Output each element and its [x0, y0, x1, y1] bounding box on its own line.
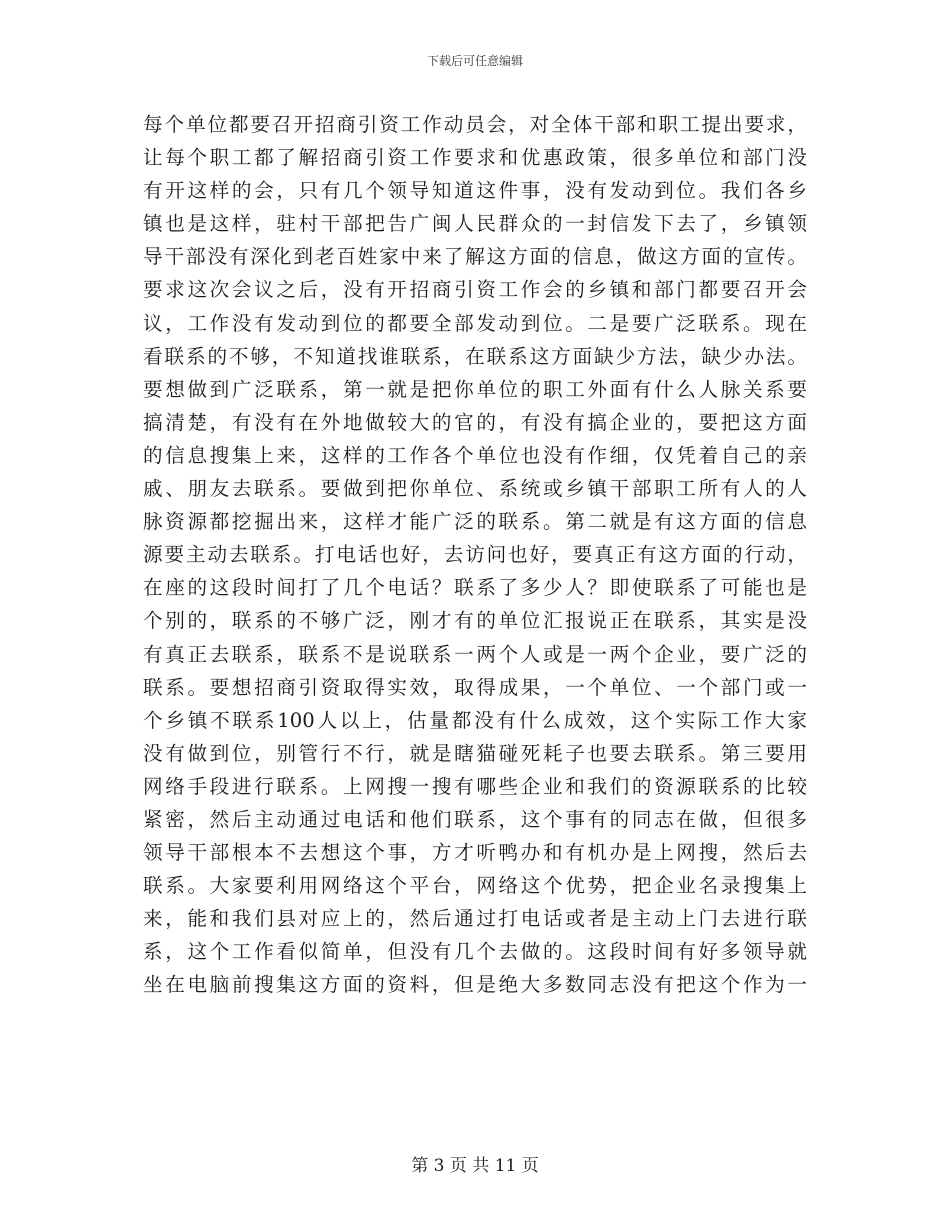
text-line: 领导干部根本不去想这个事，方才听鸭办和有机办是上网搜，然后去 — [143, 841, 807, 865]
text-line: 没有做到位，别管行不行，就是瞎猫碰死耗子也要去联系。第三要用 — [143, 741, 807, 765]
text-line: 坐在电脑前搜集这方面的资料，但是绝大多数同志没有把这个作为一 — [143, 973, 807, 997]
text-line: 的信息搜集上来，这样的工作各个单位也没有作细，仅凭着自己的亲 — [143, 443, 807, 467]
text-line: 来，能和我们县对应上的，然后通过打电话或者是主动上门去进行联 — [143, 907, 807, 931]
text-line: 让每个职工都了解招商引资工作要求和优惠政策，很多单位和部门没 — [143, 146, 807, 170]
text-line: 议，工作没有发动到位的都要全部发动到位。二是要广泛联系。现在 — [143, 311, 807, 335]
text-line: 看联系的不够，不知道找谁联系，在联系这方面缺少方法，缺少办法。 — [143, 344, 807, 368]
page-footer: 第 3 页 共 11 页 — [411, 1156, 539, 1176]
text-line: 导干部没有深化到老百姓家中来了解这方面的信息，做这方面的宣传。 — [143, 245, 807, 269]
text-line: 系，这个工作看似简单，但没有几个去做的。这段时间有好多领导就 — [143, 940, 807, 964]
text-line: 要求这次会议之后，没有开招商引资工作会的乡镇和部门都要召开会 — [143, 278, 807, 302]
text-line: 有开这样的会，只有几个领导知道这件事，没有发动到位。我们各乡 — [143, 179, 807, 203]
text-line: 紧密，然后主动通过电话和他们联系，这个事有的同志在做，但很多 — [143, 807, 807, 831]
text-line: 脉资源都挖掘出来，这样才能广泛的联系。第二就是有这方面的信息 — [143, 510, 807, 534]
text-line: 个别的，联系的不够广泛，刚才有的单位汇报说正在联系，其实是没 — [143, 609, 807, 633]
text-line: 网络手段进行联系。上网搜一搜有哪些企业和我们的资源联系的比较 — [143, 774, 807, 798]
body-text — [143, 108, 807, 1002]
text-line: 联系。大家要利用网络这个平台，网络这个优势，把企业名录搜集上 — [143, 874, 807, 898]
text-line: 搞清楚，有没有在外地做较大的官的，有没有搞企业的，要把这方面 — [143, 410, 807, 434]
page-header: 下载后可任意编辑 — [426, 54, 523, 68]
text-line: 联系。要想招商引资取得实效，取得成果，一个单位、一个部门或一 — [143, 675, 807, 699]
text-line: 戚、朋友去联系。要做到把你单位、系统或乡镇干部职工所有人的人 — [143, 477, 807, 501]
text-line: 镇也是这样，驻村干部把告广闽人民群众的一封信发下去了，乡镇领 — [143, 212, 807, 236]
text-line: 要想做到广泛联系，第一就是把你单位的职工外面有什么人脉关系要 — [143, 377, 807, 401]
text-line: 在座的这段时间打了几个电话？联系了多少人？即使联系了可能也是 — [143, 576, 807, 600]
text-line: 每个单位都要召开招商引资工作动员会，对全体干部和职工提出要求， — [143, 113, 807, 136]
text-line: 有真正去联系，联系不是说联系一两个人或是一两个企业，要广泛的 — [143, 642, 807, 666]
text-line: 源要主动去联系。打电话也好，去访问也好，要真正有这方面的行动， — [143, 543, 807, 567]
text-line: 个乡镇不联系100人以上，估量都没有什么成效，这个实际工作大家 — [143, 708, 807, 732]
